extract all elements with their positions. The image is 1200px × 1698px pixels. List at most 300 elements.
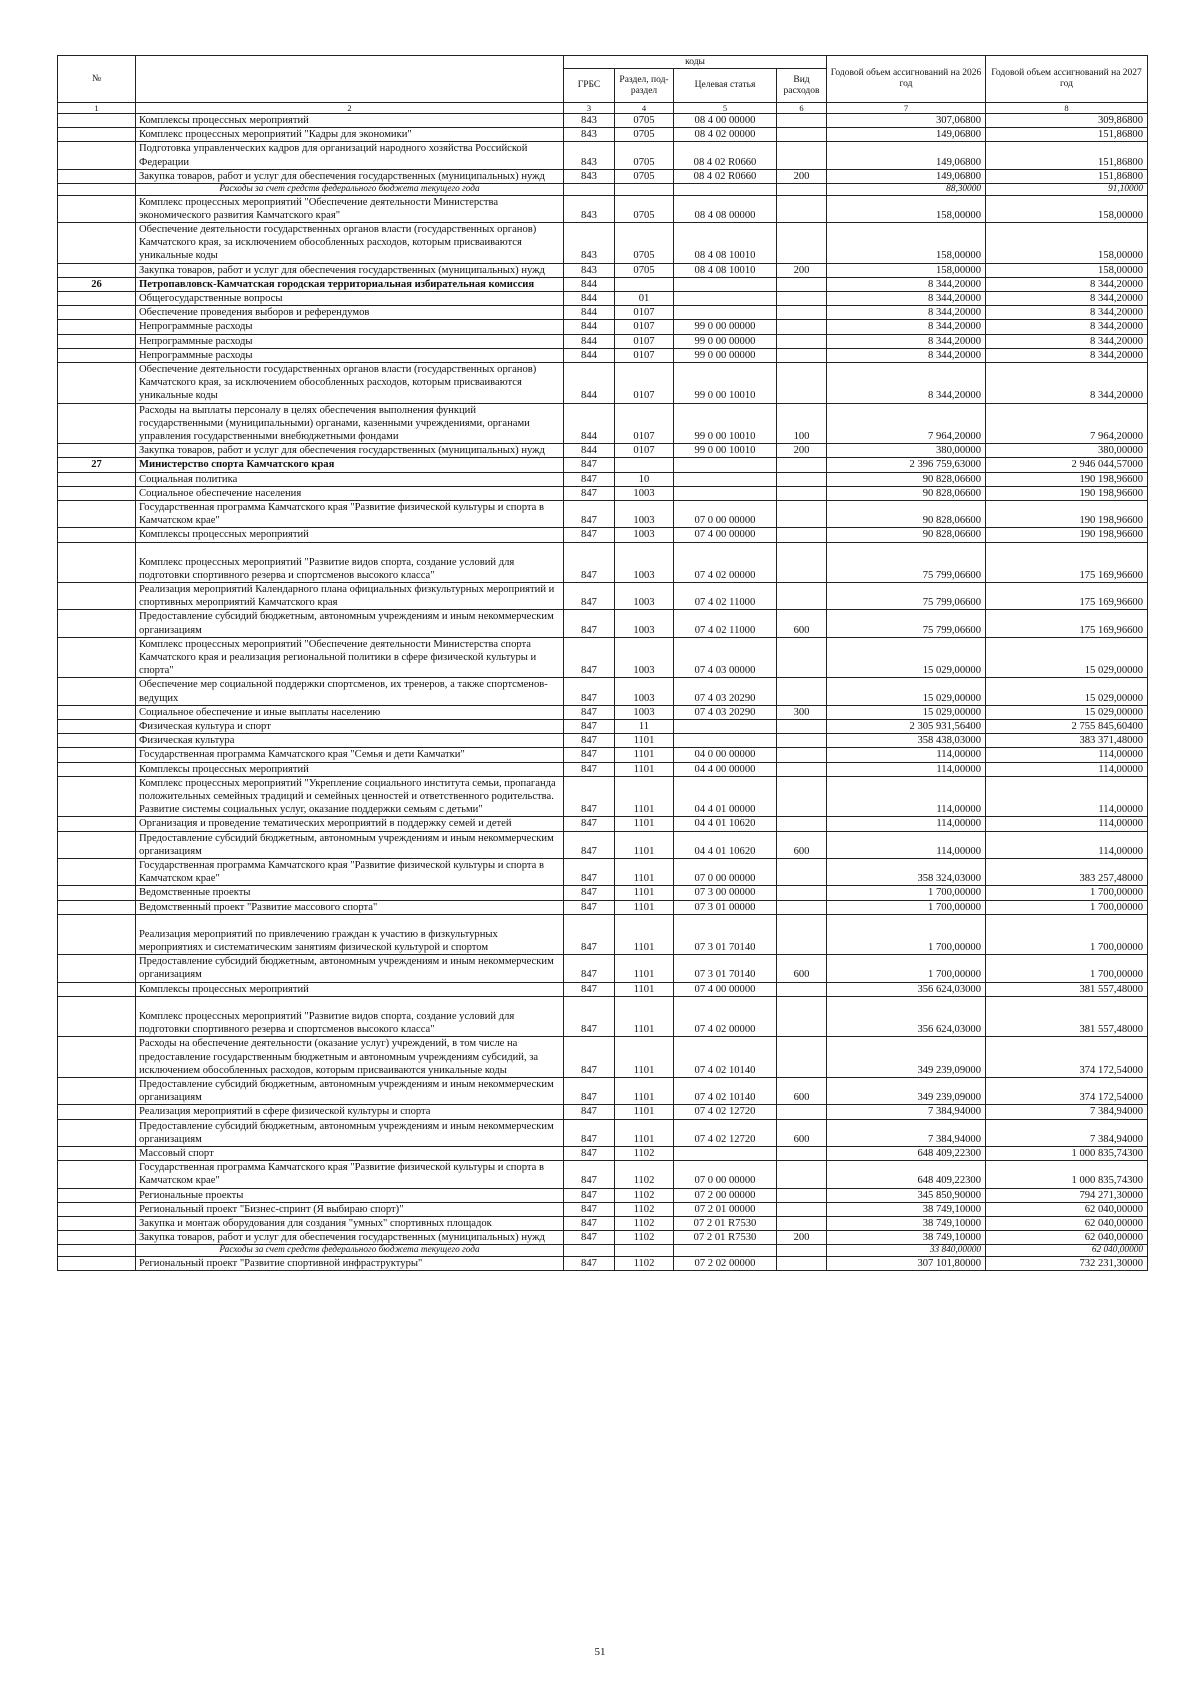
row-name: Петропавловск-Камчатская городская территориальная избирательная комиссия [136,277,564,291]
row-expense-type: 600 [777,955,827,982]
row-grbs: 847 [564,996,615,1036]
table-row [58,184,1148,196]
row-target-article: 07 4 00 00000 [674,982,777,996]
table-row [58,1161,1148,1188]
row-grbs: 847 [564,542,615,582]
table-row [58,720,1148,734]
row-expense-type [777,362,827,403]
row-expense-type [777,1105,827,1119]
row-grbs: 847 [564,886,615,900]
row-target-article: 07 0 00 00000 [674,1161,777,1188]
row-target-article: 07 4 03 20290 [674,705,777,719]
row-name: Закупка товаров, работ и услуг для обеспечения государственных (муниципальных) нужд [136,263,564,277]
row-target-article: 04 0 00 00000 [674,748,777,762]
row-amount-2026: 114,00000 [827,776,986,817]
row-name: Предоставление субсидий бюджетным, автономным учреждениям и иным некоммерческим организациям [136,831,564,858]
row-name: Общегосударственные вопросы [136,291,564,305]
row-number [58,184,136,196]
row-grbs: 847 [564,1037,615,1078]
table-row [58,195,1148,222]
row-expense-type [777,982,827,996]
row-razdel: 1101 [615,1119,674,1146]
row-amount-2026: 356 624,03000 [827,996,986,1036]
row-razdel: 0107 [615,334,674,348]
row-grbs: 843 [564,128,615,142]
row-grbs: 847 [564,900,615,914]
row-number [58,222,136,263]
row-razdel: 1101 [615,776,674,817]
col-number-4: 4 [615,103,674,114]
row-name: Региональный проект "Бизнес-спринт (Я выбираю спорт)" [136,1202,564,1216]
table-row [58,1077,1148,1104]
row-amount-2026: 149,06800 [827,128,986,142]
row-number [58,486,136,500]
row-number [58,734,136,748]
row-number [58,291,136,305]
row-amount-2027: 175 169,96600 [986,610,1148,637]
row-grbs: 847 [564,500,615,527]
row-amount-2027: 8 344,20000 [986,291,1148,305]
row-grbs: 847 [564,1146,615,1160]
row-target-article [674,486,777,500]
row-razdel: 1003 [615,678,674,705]
row-expense-type [777,859,827,886]
row-name: Ведомственные проекты [136,886,564,900]
header-target-article: Целевая статья [674,69,777,103]
row-grbs: 847 [564,458,615,472]
row-amount-2026: 307,06800 [827,114,986,128]
row-name: Комплекс процессных мероприятий "Развитие видов спорта, создание условий для подготовки спортивного резерва и спортсменов высокого класса" [136,996,564,1036]
row-name: Закупка товаров, работ и услуг для обеспечения государственных (муниципальных) нужд [136,169,564,183]
row-target-article [674,184,777,196]
row-amount-2026: 1 700,00000 [827,955,986,982]
row-razdel: 1101 [615,914,674,954]
row-grbs: 847 [564,1216,615,1230]
row-amount-2027: 8 344,20000 [986,348,1148,362]
row-name: Региональный проект "Развитие спортивной инфраструктуры" [136,1256,564,1270]
row-razdel: 0107 [615,444,674,458]
table-row [58,817,1148,831]
col-number-6: 6 [777,103,827,114]
row-number [58,1245,136,1257]
row-grbs: 847 [564,734,615,748]
row-amount-2026: 8 344,20000 [827,306,986,320]
row-number [58,637,136,678]
row-target-article: 07 2 01 R7530 [674,1216,777,1230]
row-razdel: 1102 [615,1161,674,1188]
row-expense-type [777,542,827,582]
row-amount-2026: 33 840,00000 [827,1245,986,1257]
row-name: Обеспечение проведения выборов и референдумов [136,306,564,320]
row-grbs: 844 [564,348,615,362]
row-expense-type [777,128,827,142]
row-razdel: 1003 [615,542,674,582]
row-grbs: 844 [564,277,615,291]
row-number [58,195,136,222]
row-target-article: 04 4 01 10620 [674,817,777,831]
header-num: № [58,56,136,103]
row-number [58,955,136,982]
row-grbs: 847 [564,1119,615,1146]
row-amount-2027: 7 384,94000 [986,1119,1148,1146]
row-amount-2026: 307 101,80000 [827,1256,986,1270]
row-expense-type [777,184,827,196]
row-number [58,762,136,776]
row-razdel: 1102 [615,1146,674,1160]
row-target-article: 08 4 08 10010 [674,222,777,263]
row-name: Физическая культура и спорт [136,720,564,734]
row-amount-2027: 114,00000 [986,831,1148,858]
row-amount-2026: 88,30000 [827,184,986,196]
row-amount-2026: 1 700,00000 [827,900,986,914]
row-grbs: 844 [564,334,615,348]
row-amount-2026: 8 344,20000 [827,362,986,403]
row-amount-2027: 8 344,20000 [986,320,1148,334]
row-number [58,320,136,334]
row-amount-2026: 648 409,22300 [827,1146,986,1160]
row-razdel [615,458,674,472]
table-row [58,1105,1148,1119]
row-expense-type [777,762,827,776]
row-amount-2026: 38 749,10000 [827,1231,986,1245]
row-razdel: 1003 [615,637,674,678]
table-row [58,1119,1148,1146]
row-number [58,886,136,900]
row-expense-type [777,1161,827,1188]
row-amount-2027: 158,00000 [986,195,1148,222]
row-number [58,900,136,914]
budget-table-page [57,55,1147,1271]
row-grbs: 847 [564,1161,615,1188]
row-amount-2027: 62 040,00000 [986,1202,1148,1216]
row-target-article: 07 2 01 R7530 [674,1231,777,1245]
row-razdel: 0107 [615,306,674,320]
row-amount-2027: 7 384,94000 [986,1105,1148,1119]
row-amount-2026: 114,00000 [827,762,986,776]
table-row [58,859,1148,886]
row-grbs [564,1245,615,1257]
row-target-article: 08 4 08 10010 [674,263,777,277]
row-grbs: 847 [564,678,615,705]
row-expense-type [777,1037,827,1078]
table-row [58,348,1148,362]
row-amount-2027: 15 029,00000 [986,705,1148,719]
row-target-article: 04 4 01 10620 [674,831,777,858]
row-target-article: 07 3 01 70140 [674,955,777,982]
row-number [58,348,136,362]
row-razdel: 1101 [615,900,674,914]
row-amount-2027: 8 344,20000 [986,306,1148,320]
row-target-article: 07 4 03 20290 [674,678,777,705]
row-name: Реализация мероприятий в сфере физической культуры и спорта [136,1105,564,1119]
table-row [58,458,1148,472]
table-row [58,1216,1148,1230]
row-amount-2026: 158,00000 [827,263,986,277]
row-razdel: 0705 [615,222,674,263]
row-grbs: 847 [564,982,615,996]
row-target-article: 08 4 02 00000 [674,128,777,142]
table-row [58,1256,1148,1270]
row-name: Комплекс процессных мероприятий "Обеспечение деятельности Министерства спорта Камчатского края и реализация региональной политики в сфере физической культуры и спорта" [136,637,564,678]
row-target-article: 99 0 00 10010 [674,403,777,444]
row-amount-2026: 648 409,22300 [827,1161,986,1188]
row-target-article: 07 2 01 00000 [674,1202,777,1216]
row-number [58,1119,136,1146]
row-expense-type [777,458,827,472]
row-amount-2027: 309,86800 [986,114,1148,128]
row-expense-type [777,748,827,762]
table-row [58,1231,1148,1245]
row-number [58,142,136,169]
row-razdel: 1101 [615,762,674,776]
row-name: Обеспечение деятельности государственных органов власти (государственных органов) Камчатского края, за исключением обособленных расходов, которым присваиваются уникальные коды [136,362,564,403]
row-grbs: 847 [564,831,615,858]
row-amount-2026: 358 324,03000 [827,859,986,886]
row-expense-type [777,142,827,169]
row-name: Физическая культура [136,734,564,748]
row-amount-2027: 114,00000 [986,817,1148,831]
row-number [58,263,136,277]
row-amount-2027: 1 000 835,74300 [986,1161,1148,1188]
row-amount-2026: 158,00000 [827,222,986,263]
row-number [58,1146,136,1160]
row-amount-2026: 90 828,06600 [827,528,986,542]
row-expense-type [777,1216,827,1230]
row-expense-type [777,528,827,542]
row-expense-type [777,886,827,900]
row-name: Комплекс процессных мероприятий "Обеспечение деятельности Министерства экономического развития Камчатского края" [136,195,564,222]
row-amount-2027: 15 029,00000 [986,678,1148,705]
row-number [58,334,136,348]
row-amount-2027: 62 040,00000 [986,1245,1148,1257]
row-target-article: 08 4 02 R0660 [674,169,777,183]
row-amount-2027: 8 344,20000 [986,362,1148,403]
row-name: Непрограммные расходы [136,348,564,362]
table-row [58,748,1148,762]
table-row [58,705,1148,719]
row-amount-2026: 15 029,00000 [827,678,986,705]
row-grbs: 847 [564,472,615,486]
header-grbs: ГРБС [564,69,615,103]
row-number [58,1037,136,1078]
row-amount-2027: 2 755 845,60400 [986,720,1148,734]
row-grbs: 843 [564,222,615,263]
row-amount-2027: 7 964,20000 [986,403,1148,444]
row-target-article: 07 4 02 11000 [674,610,777,637]
row-number [58,1231,136,1245]
table-row [58,900,1148,914]
row-amount-2026: 90 828,06600 [827,500,986,527]
row-amount-2027: 175 169,96600 [986,583,1148,610]
row-name: Закупка товаров, работ и услуг для обеспечения государственных (муниципальных) нужд [136,1231,564,1245]
row-expense-type [777,996,827,1036]
table-row [58,583,1148,610]
row-target-article: 07 0 00 00000 [674,500,777,527]
row-name: Расходы на выплаты персоналу в целях обеспечения выполнения функций государственными (муниципальными) органами, казенными учреждениями, органами управления государственными внебюджетными фондами [136,403,564,444]
row-target-article [674,472,777,486]
row-name: Закупка и монтаж оборудования для создания "умных" спортивных площадок [136,1216,564,1230]
row-name: Непрограммные расходы [136,334,564,348]
row-name: Комплекс процессных мероприятий "Кадры для экономики" [136,128,564,142]
table-row [58,500,1148,527]
row-razdel [615,1245,674,1257]
row-amount-2027: 1 700,00000 [986,914,1148,954]
row-amount-2027: 62 040,00000 [986,1231,1148,1245]
row-name: Комплексы процессных мероприятий [136,762,564,776]
row-number [58,748,136,762]
row-name: Комплексы процессных мероприятий [136,528,564,542]
row-name: Предоставление субсидий бюджетным, автономным учреждениям и иным некоммерческим организациям [136,610,564,637]
table-row [58,142,1148,169]
row-amount-2026: 7 964,20000 [827,403,986,444]
row-razdel [615,277,674,291]
row-target-article: 08 4 02 R0660 [674,142,777,169]
row-expense-type [777,1256,827,1270]
table-row [58,678,1148,705]
row-target-article: 07 4 02 12720 [674,1119,777,1146]
header-name [136,56,564,103]
table-row [58,128,1148,142]
row-number [58,831,136,858]
row-amount-2027: 380,00000 [986,444,1148,458]
row-name: Непрограммные расходы [136,320,564,334]
row-razdel: 1102 [615,1231,674,1245]
row-target-article: 99 0 00 00000 [674,320,777,334]
row-razdel: 1101 [615,859,674,886]
row-grbs: 847 [564,1105,615,1119]
header-2027: Годовой объем ассигнований на 2027 год [986,56,1148,103]
row-grbs: 847 [564,528,615,542]
row-grbs: 847 [564,637,615,678]
table-row [58,637,1148,678]
row-amount-2026: 380,00000 [827,444,986,458]
row-target-article: 99 0 00 00000 [674,334,777,348]
row-razdel: 1003 [615,705,674,719]
row-amount-2026: 158,00000 [827,195,986,222]
row-amount-2026: 149,06800 [827,169,986,183]
row-name: Социальное обеспечение и иные выплаты населению [136,705,564,719]
table-row [58,114,1148,128]
row-expense-type [777,776,827,817]
row-grbs: 843 [564,195,615,222]
row-amount-2027: 190 198,96600 [986,500,1148,527]
row-amount-2026: 38 749,10000 [827,1216,986,1230]
row-target-article: 08 4 08 00000 [674,195,777,222]
header-razdel: Раздел, под-раздел [615,69,674,103]
row-name: Комплекс процессных мероприятий "Укрепление социального института семьи, пропаганда положительных семейных традиций и семейных ценностей и ответственного родительства. Развитие системы социальных услуг, оказание поддержки семьям с детьми" [136,776,564,817]
row-grbs: 847 [564,1077,615,1104]
row-number [58,1202,136,1216]
row-expense-type [777,291,827,305]
row-number [58,500,136,527]
row-razdel: 1102 [615,1256,674,1270]
row-target-article: 04 4 01 00000 [674,776,777,817]
table-row [58,403,1148,444]
row-amount-2026: 75 799,06600 [827,583,986,610]
row-amount-2026: 38 749,10000 [827,1202,986,1216]
row-target-article: 04 4 00 00000 [674,762,777,776]
row-amount-2027: 1 700,00000 [986,955,1148,982]
row-razdel: 1102 [615,1216,674,1230]
row-number [58,817,136,831]
row-target-article: 07 4 02 00000 [674,996,777,1036]
table-row [58,542,1148,582]
col-number-2: 2 [136,103,564,114]
row-expense-type [777,500,827,527]
row-grbs: 847 [564,720,615,734]
row-number [58,114,136,128]
row-target-article [674,1245,777,1257]
row-amount-2026: 349 239,09000 [827,1077,986,1104]
row-amount-2027: 190 198,96600 [986,486,1148,500]
row-razdel: 1003 [615,610,674,637]
row-number [58,1077,136,1104]
row-expense-type [777,734,827,748]
row-expense-type [777,914,827,954]
row-razdel: 1101 [615,817,674,831]
row-name: Комплексы процессных мероприятий [136,114,564,128]
row-number [58,705,136,719]
table-row [58,955,1148,982]
table-row [58,1037,1148,1078]
row-number [58,403,136,444]
row-number [58,444,136,458]
row-expense-type [777,1202,827,1216]
row-name: Комплекс процессных мероприятий "Развитие видов спорта, создание условий для подготовки спортивного резерва и спортсменов высокого класса" [136,542,564,582]
row-amount-2027: 62 040,00000 [986,1216,1148,1230]
row-amount-2027: 158,00000 [986,222,1148,263]
row-grbs: 844 [564,403,615,444]
row-expense-type: 200 [777,1231,827,1245]
row-razdel: 01 [615,291,674,305]
row-grbs: 843 [564,114,615,128]
row-number [58,610,136,637]
row-amount-2027: 383 257,48000 [986,859,1148,886]
row-expense-type: 600 [777,610,827,637]
row-amount-2026: 75 799,06600 [827,542,986,582]
row-expense-type [777,720,827,734]
table-row [58,362,1148,403]
row-expense-type [777,678,827,705]
row-expense-type [777,637,827,678]
row-grbs: 847 [564,914,615,954]
row-expense-type [777,114,827,128]
table-row [58,1146,1148,1160]
row-name: Государственная программа Камчатского края "Развитие физической культуры и спорта в Камчатском крае" [136,500,564,527]
row-razdel: 0107 [615,348,674,362]
row-expense-type [777,222,827,263]
row-expense-type [777,472,827,486]
row-razdel: 1003 [615,486,674,500]
row-target-article: 07 2 02 00000 [674,1256,777,1270]
table-body [58,114,1148,1271]
table-row [58,486,1148,500]
row-expense-type [777,1188,827,1202]
row-amount-2026: 358 438,03000 [827,734,986,748]
row-grbs: 847 [564,1202,615,1216]
row-razdel: 0705 [615,114,674,128]
row-razdel: 0705 [615,128,674,142]
row-name: Предоставление субсидий бюджетным, автономным учреждениям и иным некоммерческим организациям [136,1119,564,1146]
row-target-article: 07 4 02 10140 [674,1077,777,1104]
row-razdel: 0107 [615,362,674,403]
row-target-article: 08 4 00 00000 [674,114,777,128]
row-expense-type [777,334,827,348]
row-razdel: 0107 [615,320,674,334]
row-amount-2026: 7 384,94000 [827,1105,986,1119]
row-target-article [674,277,777,291]
row-amount-2027: 190 198,96600 [986,472,1148,486]
